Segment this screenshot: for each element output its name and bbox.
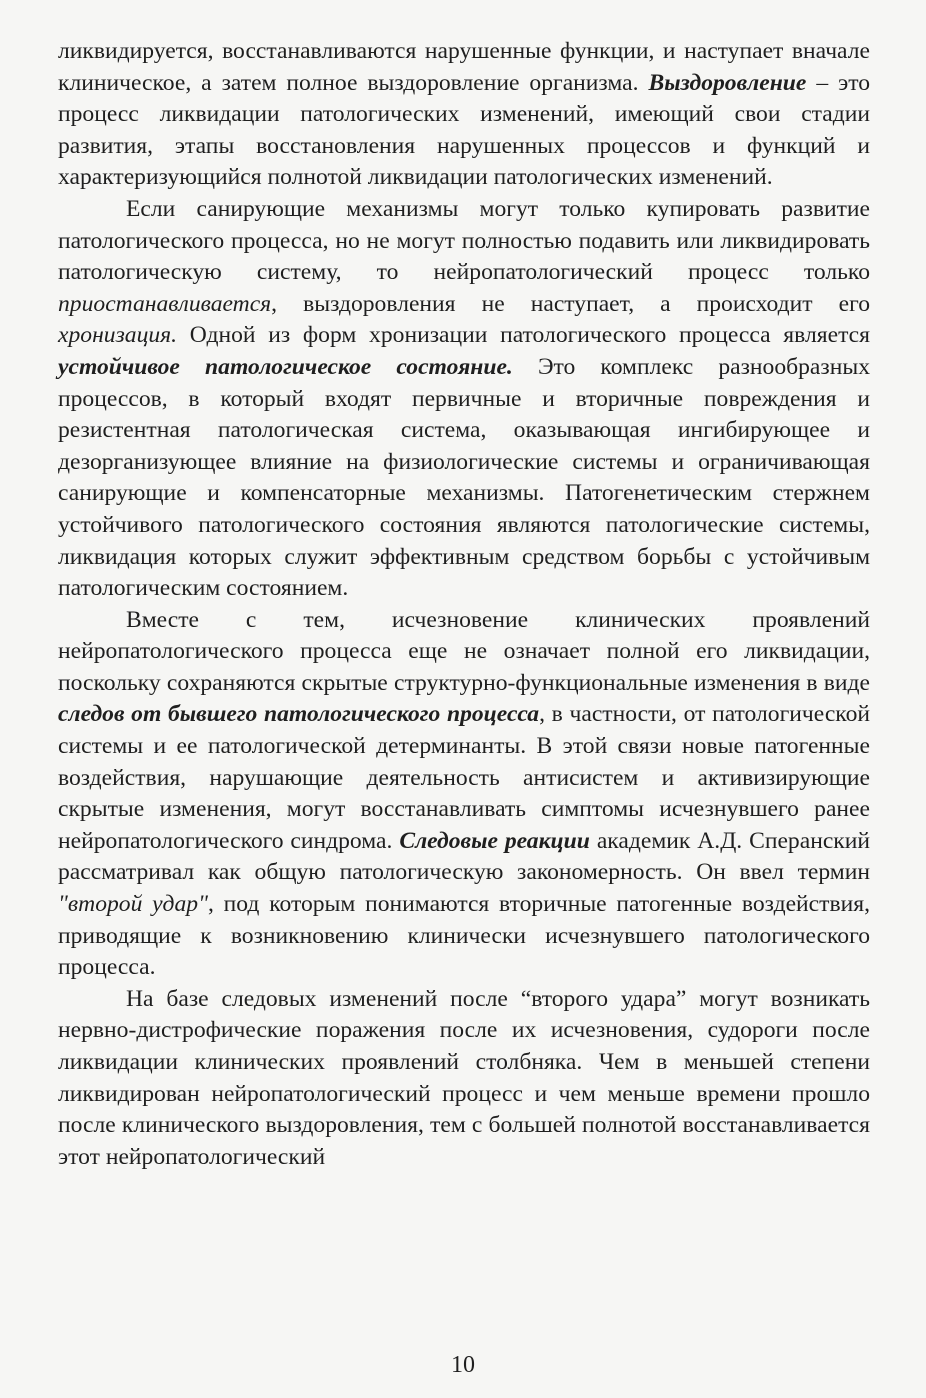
- term-recovery: Выздоровление: [648, 69, 807, 96]
- paragraph-2: [58, 194, 870, 605]
- term-stable-pathological-state: устойчивое патологическое состояние.: [58, 353, 513, 380]
- paragraph-1: [58, 36, 870, 194]
- paragraph-1-text-b: – это процесс ликвидации патологических изменений, имеющий свои стадии развития, этапы восстановления нарушенных процессов и функций и характеризующийся полнотой ликвидации патологических изменений.: [58, 69, 870, 191]
- term-trace-reactions: Следовые реакции: [399, 827, 590, 854]
- paragraph-2-text-c: Одной из форм хронизации патологического процесса является: [177, 322, 870, 349]
- paragraph-3-text-b: , в частности, от патологической системы и ее патологической детерминанты. В этой связи новые патогенные воздействия, нарушающие деятельность антисистем и активизирующие скрытые изменения, могут восстанавливать симптомы исчезнувшего ранее нейропатологического синдрома.: [58, 701, 870, 854]
- page-number: 10: [451, 1352, 475, 1378]
- term-chronization: хронизация.: [58, 322, 178, 349]
- paragraph-3-text-a: Вместе с тем, исчезновение клинических проявлений нейропатологического процесса еще не означает полной его ликвидации, поскольку сохраняются скрытые структурно-функциональные изменения в виде: [58, 606, 870, 696]
- paragraph-3: [58, 605, 870, 984]
- term-traces-of-process: следов от бывшего патологического процесса: [58, 701, 540, 728]
- term-second-strike: "второй удар": [58, 891, 208, 918]
- paragraph-2-text-b: , выздоровления не наступает, а происходит его: [271, 290, 870, 317]
- paragraph-4: [58, 984, 870, 1174]
- paragraph-4-text: На базе следовых изменений после “второго удара” могут возникать нервно-дистрофические поражения после их исчезновения, судороги после ликвидации клинических проявлений столбняка. Чем в меньшей степени ликвидирован нейропатологический процесс и чем меньше времени прошло после клинического выздоровления, тем с большей полнотой восстанавливается этот нейропатологический: [58, 985, 870, 1170]
- paragraph-3-text-d: , под которым понимаются вторичные патогенные воздействия, приводящие к возникновению клинически исчезнувшего патологического процесса.: [58, 891, 870, 981]
- paragraph-1-text-a: ликвидируется, восстанавливаются нарушенные функции, и наступает вначале клиническое, а затем полное выздоровление организма.: [58, 38, 870, 96]
- paragraph-2-text-a: Если санирующие механизмы могут только купировать развитие патологического процесса, но не могут полностью подавить или ликвидировать патологическую систему, то нейропатологический процесс только: [58, 195, 870, 286]
- paragraph-2-text-d: Это комплекс разнообразных процессов, в который входят первичные и вторичные повреждения и резистентная патологическая система, оказывающая ингибирующее и дезорганизующее влияние на физиологические системы и ограничивающая санирующие и компенсаторные механизмы. Патогенетическим стержнем устойчивого патологического состояния являются патологические системы, ликвидация которых служит эффективным средством борьбы с устойчивым патологическим состоянием.: [58, 353, 870, 602]
- term-suspended: приостанавливается: [58, 290, 272, 317]
- paragraph-3-text-c: академик А.Д. Сперанский рассматривал как общую патологическую закономерность. Он ввел термин: [58, 827, 871, 886]
